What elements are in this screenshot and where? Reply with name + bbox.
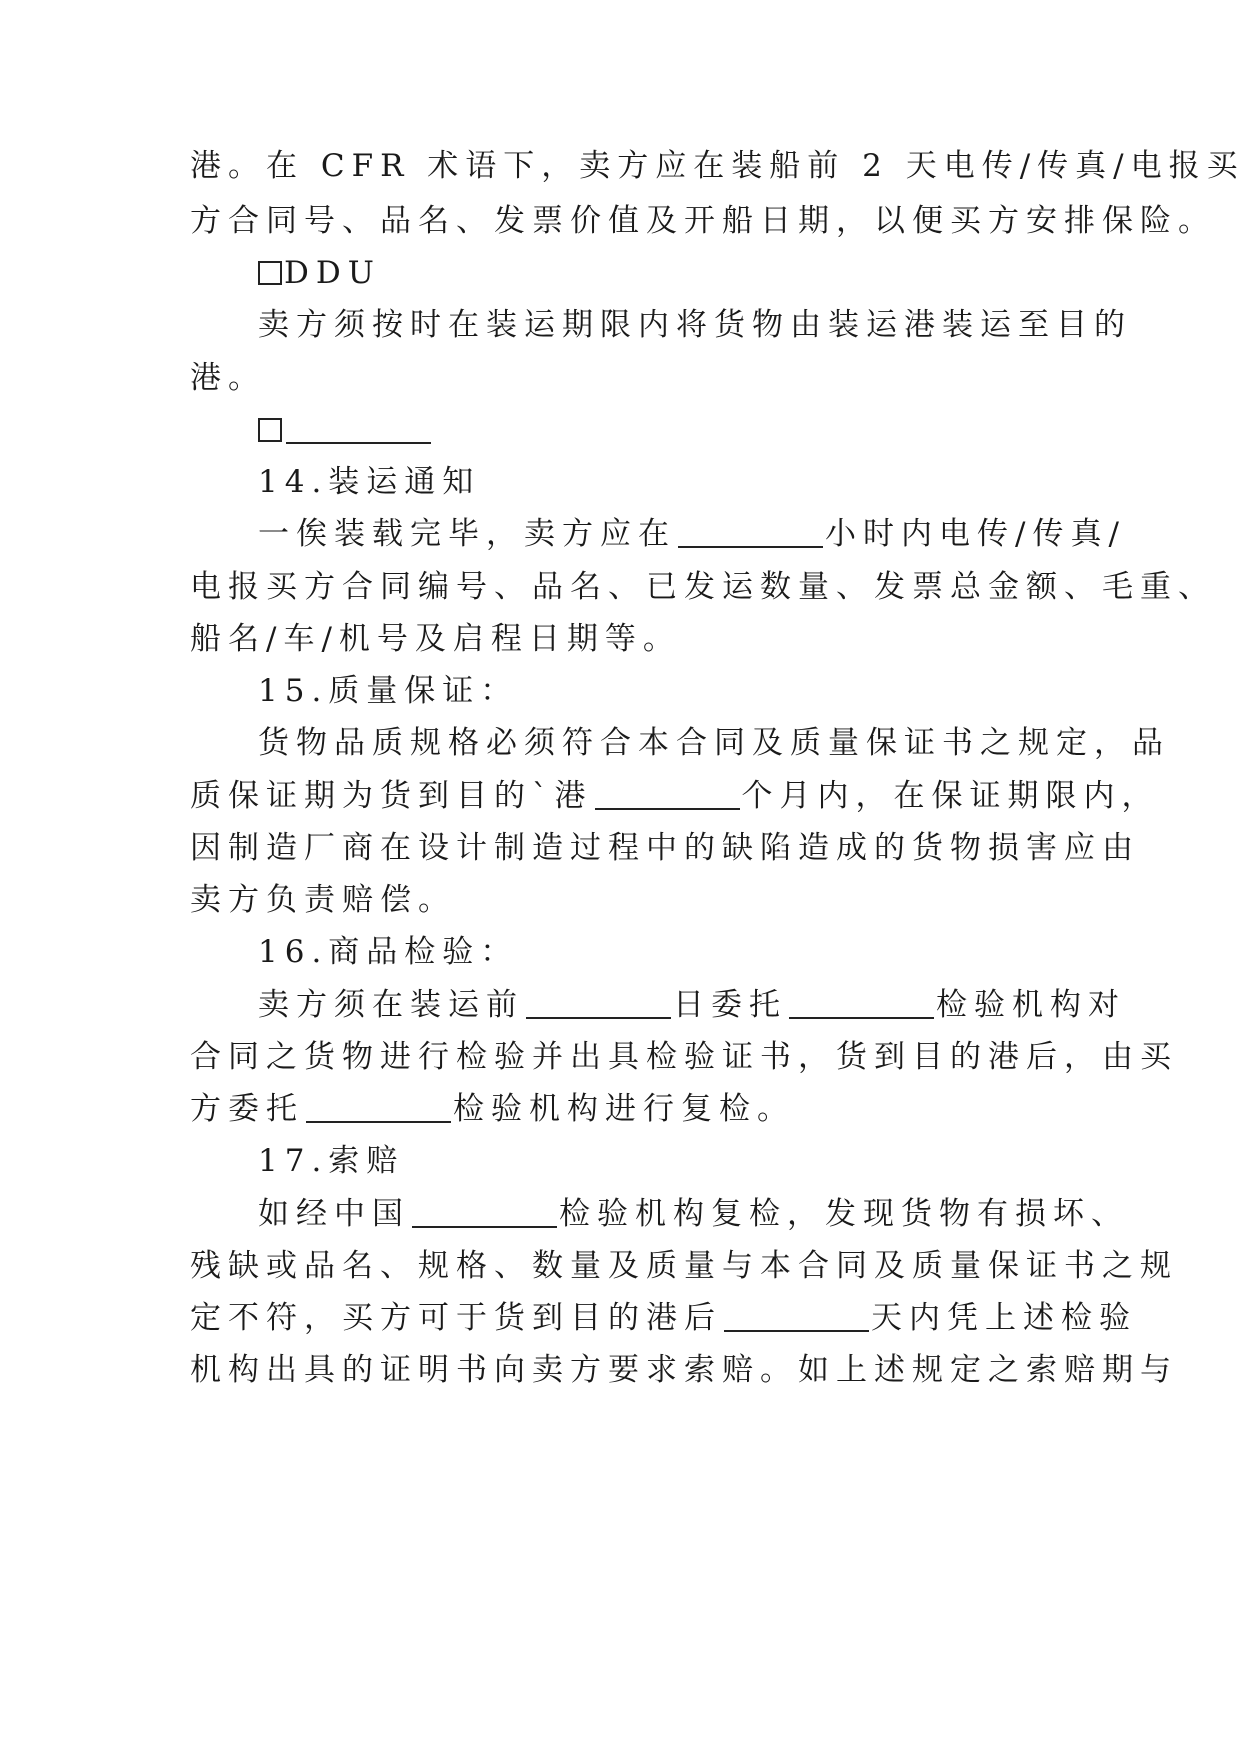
text-line: [258, 504, 1126, 564]
text-line: [190, 1288, 1137, 1348]
fill-blank[interactable]: [306, 1093, 451, 1123]
text: 合同之货物进行检验并出具检验证书，货到目的港后，由买: [190, 1039, 1178, 1075]
text-line: [258, 1184, 1129, 1244]
text-line: [258, 295, 1132, 355]
text: 电报买方合同编号、品名、已发运数量、发票总金额、毛重、: [190, 569, 1216, 605]
fill-blank[interactable]: [595, 780, 740, 810]
heading-text: 17.索赔: [258, 1143, 405, 1179]
text: 卖方须在装运前: [258, 987, 524, 1023]
text: 检验机构进行复检。: [453, 1091, 795, 1127]
text-line: [190, 1079, 1050, 1139]
text: 检验机构复检，发现货物有损坏、: [559, 1196, 1129, 1232]
text: 天内凭上述检验: [871, 1300, 1137, 1336]
text-line: [190, 191, 1216, 251]
text-line: [190, 766, 1160, 826]
checkbox-option-other[interactable]: [258, 400, 1050, 460]
text: 因制造厂商在设计制造过程中的缺陷造成的货物损害应由: [190, 830, 1140, 866]
heading-text: 15.质量保证：: [258, 673, 519, 709]
fill-blank[interactable]: [789, 989, 934, 1019]
text: 定不符，买方可于货到目的港后: [190, 1300, 722, 1336]
section-heading: [258, 1131, 1050, 1191]
text-line: [258, 713, 1170, 773]
text: 方委托: [190, 1091, 304, 1127]
text: 质保证期为货到目的`港: [190, 778, 593, 814]
text-line: [190, 1027, 1178, 1087]
fill-blank[interactable]: [412, 1198, 557, 1228]
text-line: [190, 818, 1140, 878]
text: 船名/车/机号及启程日期等。: [190, 621, 681, 657]
heading-text: 16.商品检验：: [258, 934, 519, 970]
checkbox-icon[interactable]: [258, 261, 282, 285]
checkbox-icon[interactable]: [258, 418, 282, 442]
text-line: [190, 557, 1216, 617]
text-line: [190, 136, 1245, 196]
heading-text: 14.装运通知: [258, 464, 481, 500]
fill-blank[interactable]: [678, 518, 823, 548]
option-label: DDU: [284, 255, 381, 291]
text: 机构出具的证明书向卖方要求索赔。如上述规定之索赔期与: [190, 1352, 1178, 1388]
text: 个月内，在保证期限内，: [741, 778, 1160, 814]
text: 货物品质规格必须符合本合同及质量保证书之规定，品: [258, 725, 1170, 761]
text: 港。: [190, 360, 266, 396]
text: 残缺或品名、规格、数量及质量与本合同及质量保证书之规: [190, 1248, 1178, 1284]
text: 一俟装载完毕，卖方应在: [258, 516, 676, 552]
fill-blank[interactable]: [724, 1302, 869, 1332]
fill-blank[interactable]: [286, 414, 431, 444]
fill-blank[interactable]: [526, 989, 671, 1019]
text-line: [190, 348, 1050, 408]
text: 如经中国: [258, 1196, 410, 1232]
text-line: [190, 870, 1050, 930]
text-line: [190, 1236, 1178, 1296]
section-heading: [258, 922, 1050, 982]
text: 日委托: [673, 987, 787, 1023]
section-heading: [258, 452, 1050, 512]
text-line: [190, 609, 1050, 669]
text-line: [258, 975, 1126, 1035]
text-line: [190, 1340, 1178, 1400]
text: 检验机构对: [936, 987, 1126, 1023]
text: 方合同号、品名、发票价值及开船日期，以便买方安排保险。: [190, 203, 1216, 239]
checkbox-option-ddu[interactable]: [258, 243, 1050, 303]
text: 卖方负责赔偿。: [190, 882, 456, 918]
text: 小时内电传/传真/: [825, 516, 1126, 552]
text: 港。在 CFR 术语下，卖方应在装船前 2 天电传/传真/电报买: [190, 148, 1245, 184]
section-heading: [258, 661, 1050, 721]
text: 卖方须按时在装运期限内将货物由装运港装运至目的: [258, 307, 1132, 343]
